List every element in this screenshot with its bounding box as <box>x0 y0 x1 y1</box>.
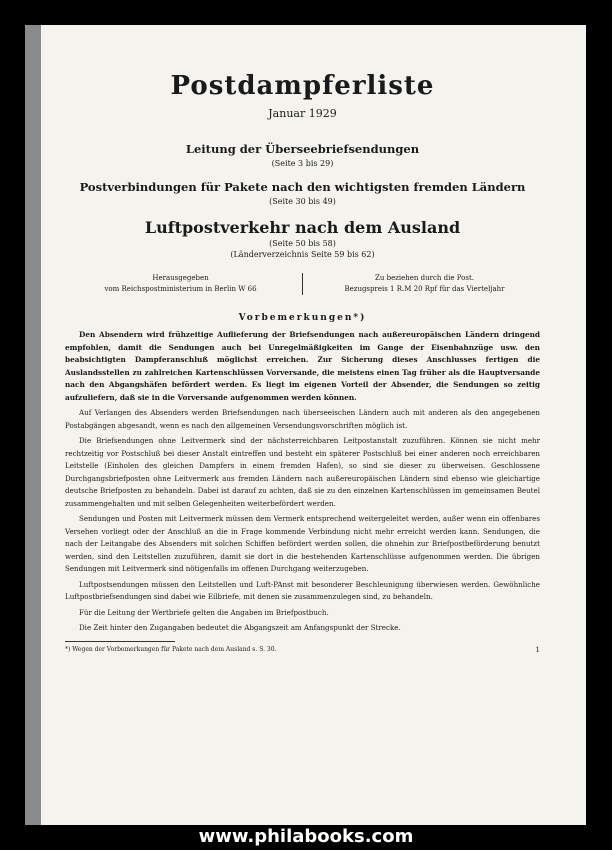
paragraph-5: Luftpostsendungen müssen den Leitstellen und Luft-PAnst mit besonderer Beschleunigung überwiesen werden. Gewöhnliche Luftpostbriefsendungen sind dabei wie Eilbriefe, mit denen sie zusammenzulegen sind, zu behandeln. <box>65 579 540 601</box>
footnote: *) Wegen der Vorbemerkungen für Pakete nach dem Ausland s. S. 30. <box>65 645 277 653</box>
subscription-line2: Bezugspreis 1 R.M 20 Rpf für das Vierteljahr <box>344 285 505 293</box>
section1-heading: Leitung der Überseebriefsendungen <box>185 142 420 156</box>
section3-index-pages: (Länderverzeichnis Seite 59 bis 62) <box>230 250 375 259</box>
document-title: Postdampferliste <box>170 71 435 101</box>
section2-heading: Postverbindungen für Pakete nach den wichtigsten fremden Ländern <box>79 180 526 194</box>
subscription-line1: Zu beziehen durch die Post. <box>374 274 475 282</box>
paragraph-4: Sendungen und Posten mit Leitvermerk müssen dem Vermerk entsprechend weitergeleitet werden, außer wenn ein offenbares Versehen vorliegt oder der Anschluß an die in Frage kommende Verbindung nicht mehr erreicht werden kann. Sendungen, die nach der Leitangabe des Absenders mit solchen Schiffen befördert werden sollen, die ohnehin zur Briefpostbeförderung benutzt werden, sind den Leitstellen zuzuführen, damit sie dort in die bestehenden Kartenschlüsse aufgenommen werden. Die übrigen Sendungen mit Leitvermerk sind nötigenfalls im offenen Durchgang weiterzugeben. <box>65 514 540 573</box>
page-number: 1 <box>535 645 540 654</box>
document-date: Januar 1929 <box>268 107 337 120</box>
page-content <box>65 63 540 653</box>
footnote-row <box>65 646 540 653</box>
paragraph-3: Die Briefsendungen ohne Leitvermerk sind der nächsterreichbaren Leitpostanstalt zuzuführen. Können sie nicht mehr rechtzeitig vor Postschluß bei dieser Anstalt eintreffen und besteht ein späterer Postschluß bei einer anderen noch erreichbaren Leitstelle (Einholen des gleichen Dampfers in einem fremden Hafen), so sind sie dieser zu überweisen. Geschlossene Durchgangsbriefposten ohne Leitvermerk aus fremden Ländern nach außereuropäischen Ländern sind ebenso wie gleichartige deutsche Briefposten zu behandeln. Dabei ist darauf zu achten, daß sie zu den einzelnen Kartenschlüssen im gemeinsamen Beutel zusammengehalten und mit selben Gelegenheiten weiterbefördert werden. <box>65 436 540 508</box>
section2-pages: (Seite 30 bis 49) <box>269 197 336 206</box>
paragraph-6: Für die Leitung der Wertbriefe gelten die Angaben im Briefpostbuch. <box>79 607 329 617</box>
paragraph-2: Auf Verlangen des Absenders werden Briefsendungen nach überseeischen Ländern auch mit anderen als den angegebenen Postabgängen abgesandt, wenn es nach den allgemeinen Versendungsvorschriften möglich ist. <box>65 408 540 430</box>
publisher-line1: Herausgegeben <box>152 274 209 282</box>
binding-spine <box>25 25 41 825</box>
section1-pages: (Seite 3 bis 29) <box>271 159 334 168</box>
paragraph-7: Die Zeit hinter den Zugangaben bedeutet die Abgangszeit am Anfangspunkt der Strecke. <box>79 623 401 632</box>
document-page <box>25 25 586 825</box>
subscription-block <box>303 273 540 295</box>
publication-info <box>65 273 540 295</box>
publisher-block <box>65 273 303 295</box>
paragraph-1: Den Absendern wird frühzeitige Auflieferung der Briefsendungen nach außereuropäischen Ländern dringend empfohlen, damit die Sendungen auch bei Unregelmäßigkeiten im Gange der Eisenbahnzüge usw. den beabsichtigten Dampferanschluß möglichst erreichen. Zur Sicherung dieses Anschlusses fertigen die Auslandsstellen zu zahlreichen Kartenschlüssen Vorversande, die meistens einen Tag früher als die Hauptversande nach den Abgangshäfen befördert werden. Es liegt im eigenen Vorteil der Absender, die Sendungen so zeitig aufzuliefern, daß sie in die Vorversande aufgenommen werden können. <box>65 330 540 402</box>
section3-pages: (Seite 50 bis 58) <box>269 239 336 248</box>
site-watermark: www.philabooks.com <box>198 826 414 847</box>
footnote-divider <box>65 641 175 642</box>
vorbemerkungen-heading: Vorbemerkungen*) <box>238 313 367 323</box>
section3-heading: Luftpostverkehr nach dem Ausland <box>144 218 461 237</box>
publisher-line2: vom Reichspostministerium in Berlin W 66 <box>104 285 257 293</box>
